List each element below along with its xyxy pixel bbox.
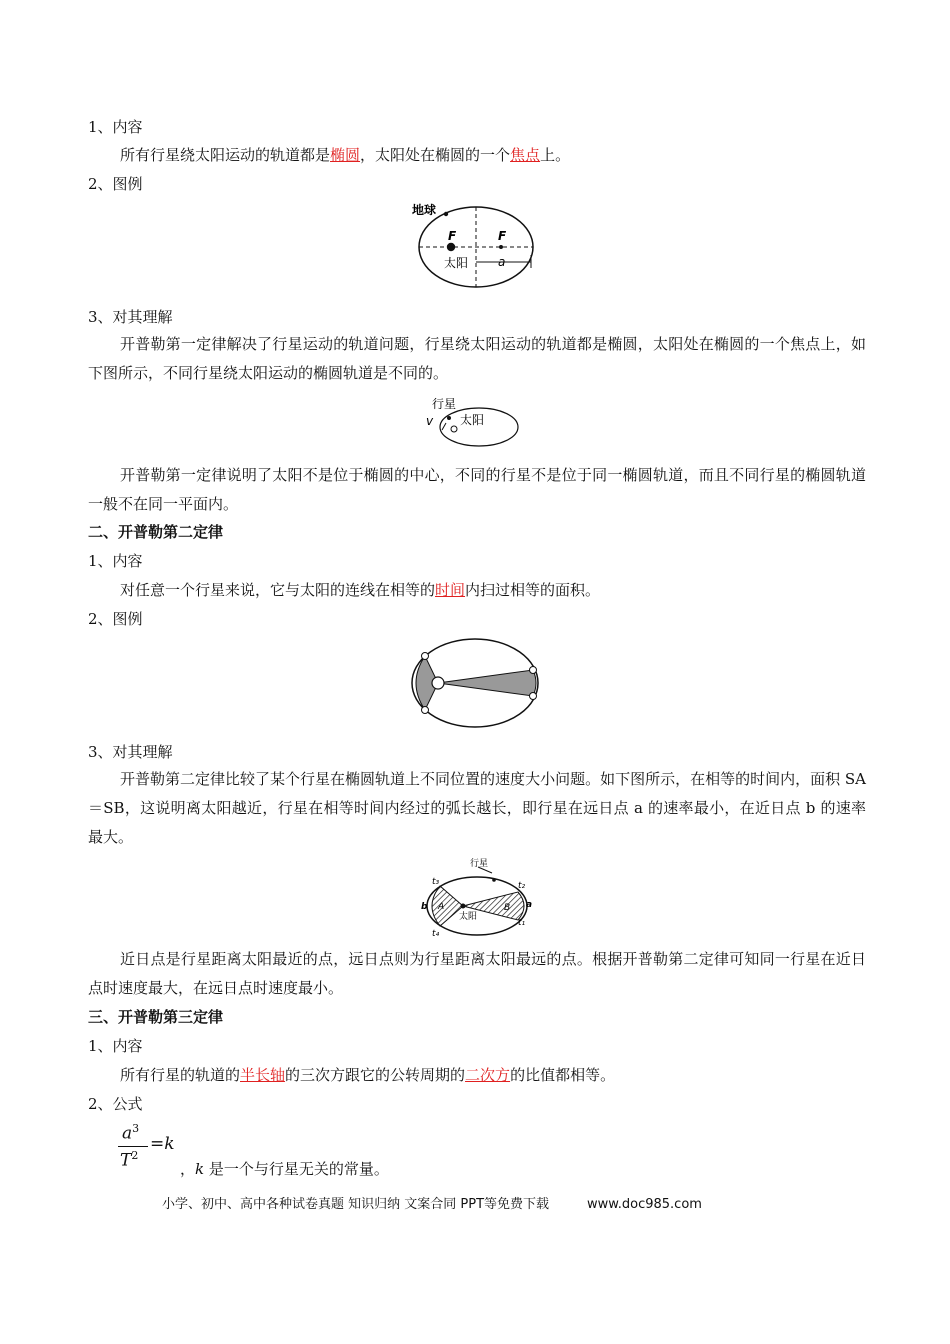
planet-dot	[447, 416, 451, 420]
sun-label: 太阳	[459, 912, 478, 922]
section-title-law3: 三、开普勒第三定律	[88, 1008, 224, 1026]
a-label: a	[526, 900, 533, 910]
section-title-law2: 二、开普勒第二定律	[88, 523, 224, 541]
t3-label: t₃	[432, 877, 440, 887]
planet-label: 行星	[470, 859, 489, 869]
law1-content: 所有行星绕太阳运动的轨道都是椭圆，太阳处在椭圆的一个焦点上。	[120, 146, 571, 164]
keyword-focus: 焦点	[510, 146, 541, 164]
B-label: B	[504, 903, 511, 913]
figure-heading: 2、图例	[88, 610, 143, 628]
earth-dot	[444, 212, 448, 216]
law2-content: 对任意一个行星来说，它与太阳的连线在相等的时间内扫过相等的面积。	[120, 581, 601, 599]
earth-label: 地球	[412, 203, 437, 217]
planet-orbit-figure	[422, 396, 522, 450]
formula-note: ，k 是一个与行星无关的常量。	[180, 1160, 389, 1178]
sun-circle	[432, 677, 444, 689]
content-heading: 1、内容	[88, 118, 143, 136]
ellipse-orbit-figure	[410, 200, 540, 292]
planet-label: 行星	[432, 397, 457, 411]
law1-paragraph-1: 开普勒第一定律解决了行星运动的轨道问题，行星绕太阳运动的轨道都是椭圆，太阳处在椭圆的一个焦点上，如下图所示，不同行星绕太阳运动的椭圆轨道是不同的。	[88, 335, 866, 382]
understanding-heading: 3、对其理解	[88, 308, 173, 326]
law3-content: 所有行星的轨道的半长轴的三次方跟它的公转周期的二次方的比值都相等。	[120, 1066, 616, 1084]
figure-heading: 2、图例	[88, 175, 143, 193]
formula-denominator: $T^2$	[120, 1149, 139, 1171]
t2-label: t₂	[518, 881, 526, 891]
page-footer: 小学、初中、高中各种试卷真题 知识归纳 文案合同 PPT等免费下载 www.doc985.com	[162, 1197, 702, 1212]
focus-dot	[499, 245, 503, 249]
keyword-ellipse: 椭圆	[330, 146, 361, 164]
semi-axis-label: a	[498, 255, 506, 269]
content-heading: 1、内容	[88, 552, 143, 570]
law1-paragraph-2: 开普勒第一定律说明了太阳不是位于椭圆的中心，不同的行星不是位于同一椭圆轨道，而且不同行星的椭圆轨道一般不在同一平面内。	[88, 466, 866, 513]
formula-heading: 2、公式	[88, 1095, 143, 1113]
keyword-square: 二次方	[465, 1066, 511, 1084]
keyword-semi-major-axis: 半长轴	[240, 1066, 286, 1084]
t1-label: t₁	[518, 918, 526, 928]
velocity-label: v	[426, 414, 434, 428]
law2-paragraph-1: 开普勒第二定律比较了某个行星在椭圆轨道上不同位置的速度大小问题。如下图所示，在相等的时间内，面积 SA＝SB，这说明离太阳越近，行星在相等时间内经过的弧长越长，即行星在远日点 a 的速率最小，在近日点 b 的速率最大。	[88, 770, 866, 846]
equal-area-figure	[405, 635, 545, 731]
keyword-time: 时间	[435, 581, 466, 599]
law2-paragraph-2: 近日点是行星距离太阳最近的点，远日点则为行星距离太阳最远的点。根据开普勒第二定律可知同一行星在近日点时速度最大，在远日点时速度最小。	[88, 950, 866, 997]
t4-label: t₄	[432, 929, 440, 939]
focus-label-2: F	[498, 229, 507, 243]
formula-numerator: $a^3$	[122, 1122, 140, 1144]
fraction-bar	[118, 1146, 148, 1147]
content-heading: 1、内容	[88, 1037, 143, 1055]
understanding-heading: 3、对其理解	[88, 743, 173, 761]
sun-dot	[447, 243, 455, 251]
footer-site: www.doc985.com	[587, 1197, 702, 1212]
perihelion-aphelion-figure	[418, 858, 536, 940]
b-label: b	[421, 902, 428, 912]
formula-rhs: =k	[150, 1134, 175, 1154]
A-label: A	[438, 902, 445, 912]
focus-label-1: F	[448, 229, 457, 243]
sun-label: 太阳	[460, 413, 485, 427]
sun-label: 太阳	[444, 256, 469, 270]
